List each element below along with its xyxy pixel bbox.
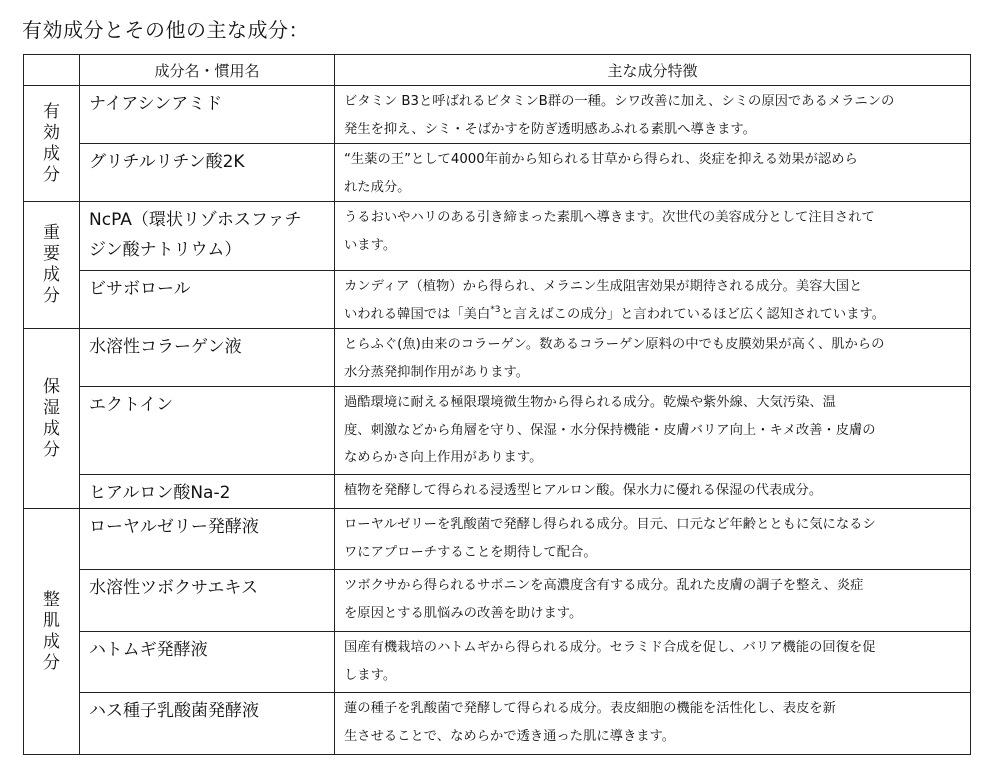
category-label: 有効成分 (43, 101, 60, 185)
table-row (24, 693, 971, 755)
ingredient-name: ナイアシンアミド (80, 86, 335, 144)
ingredients-table (23, 54, 971, 755)
ingredient-name: 水溶性コラーゲン液 (80, 329, 335, 387)
ingredient-description: 蓮の種子を乳酸菌で発酵して得られる成分。表皮細胞の機能を活性化し、表皮を新 生させることで、なめらかで透き通った肌に導きます。 (335, 693, 971, 755)
table-header-row (24, 55, 971, 86)
ingredient-name: NcPA（環状リゾホスファチ ジン酸ナトリウム） (80, 202, 335, 271)
header-name: 成分名・慣用名 (80, 55, 335, 86)
ingredient-description: 植物を発酵して得られる浸透型ヒアルロン酸。保水力に優れる保湿の代表成分。 (335, 475, 971, 509)
ingredient-description: ビタミン B3と呼ばれるビタミンB群の一種。シワ改善に加え、シミの原因であるメラニンの 発生を抑え、シミ・そばかすを防ぎ透明感あふれる素肌へ導きます。 (335, 86, 971, 144)
ingredient-description: とらふぐ(魚)由来のコラーゲン。数あるコラーゲン原料の中でも皮膜効果が高く、肌からの 水分蒸発抑制作用があります。 (335, 329, 971, 387)
header-corner (24, 55, 80, 86)
category-label: 重要成分 (43, 223, 60, 306)
ingredient-description: ローヤルゼリーを乳酸菌で発酵し得られる成分。目元、口元など年齢とともに気になるシ ワにアプローチすることを期待して配合。 (335, 509, 971, 570)
category-label: 保湿成分 (43, 376, 60, 460)
table-row (24, 202, 971, 271)
ingredient-name: ローヤルゼリー発酵液 (80, 509, 335, 570)
category-cell (24, 202, 80, 329)
ingredient-name: ヒアルロン酸Na-2 (80, 475, 335, 509)
category-cell (24, 329, 80, 509)
ingredient-description: ツボクサから得られるサポニンを高濃度含有する成分。乱れた皮膚の調子を整え、炎症 を原因とする肌悩みの改善を助けます。 (335, 570, 971, 632)
category-cell (24, 509, 80, 755)
table-row (24, 271, 971, 329)
ingredient-description: “生薬の王”として4000年前から知られる甘草から得られ、炎症を抑える効果が認めら れた成分。 (335, 144, 971, 202)
table-row (24, 475, 971, 509)
ingredient-name: ハトムギ発酵液 (80, 632, 335, 693)
category-cell (24, 86, 80, 202)
table-row (24, 632, 971, 693)
category-label: 整肌成分 (43, 589, 60, 673)
table-row (24, 144, 971, 202)
ingredient-description: 国産有機栽培のハトムギから得られる成分。セラミド合成を促し、バリア機能の回復を促 します。 (335, 632, 971, 693)
ingredient-name: ハス種子乳酸菌発酵液 (80, 693, 335, 755)
footnote-marker: *3 (490, 304, 501, 315)
table-row (24, 509, 971, 570)
ingredient-description: カンディア（植物）から得られ、メラニン生成阻害効果が期待される成分。美容大国と いわれる韓国では「美白$^{*3}$と言えばこの成分」と言われているほど広く認知されています。 (335, 271, 971, 329)
header-feature: 主な成分特徴 (335, 55, 971, 86)
ingredient-description: 過酷環境に耐える極限環境微生物から得られる成分。乾燥や紫外線、大気汚染、温 度、刺激などから角層を守り、保湿・水分保持機能・皮膚バリア向上・キメ改善・皮膚の なめらかさ向上作用があります。 (335, 387, 971, 475)
ingredient-description: うるおいやハリのある引き締まった素肌へ導きます。次世代の美容成分として注目されて います。 (335, 202, 971, 271)
table-row (24, 387, 971, 475)
table-row (24, 86, 971, 144)
ingredient-name: ビサボロール (80, 271, 335, 329)
ingredient-name: エクトイン (80, 387, 335, 475)
ingredient-name: グリチルリチン酸2K (80, 144, 335, 202)
page-title: 有効成分とその他の主な成分： (22, 18, 309, 42)
ingredient-name: 水溶性ツボクサエキス (80, 570, 335, 632)
table-row (24, 570, 971, 632)
table-row (24, 329, 971, 387)
